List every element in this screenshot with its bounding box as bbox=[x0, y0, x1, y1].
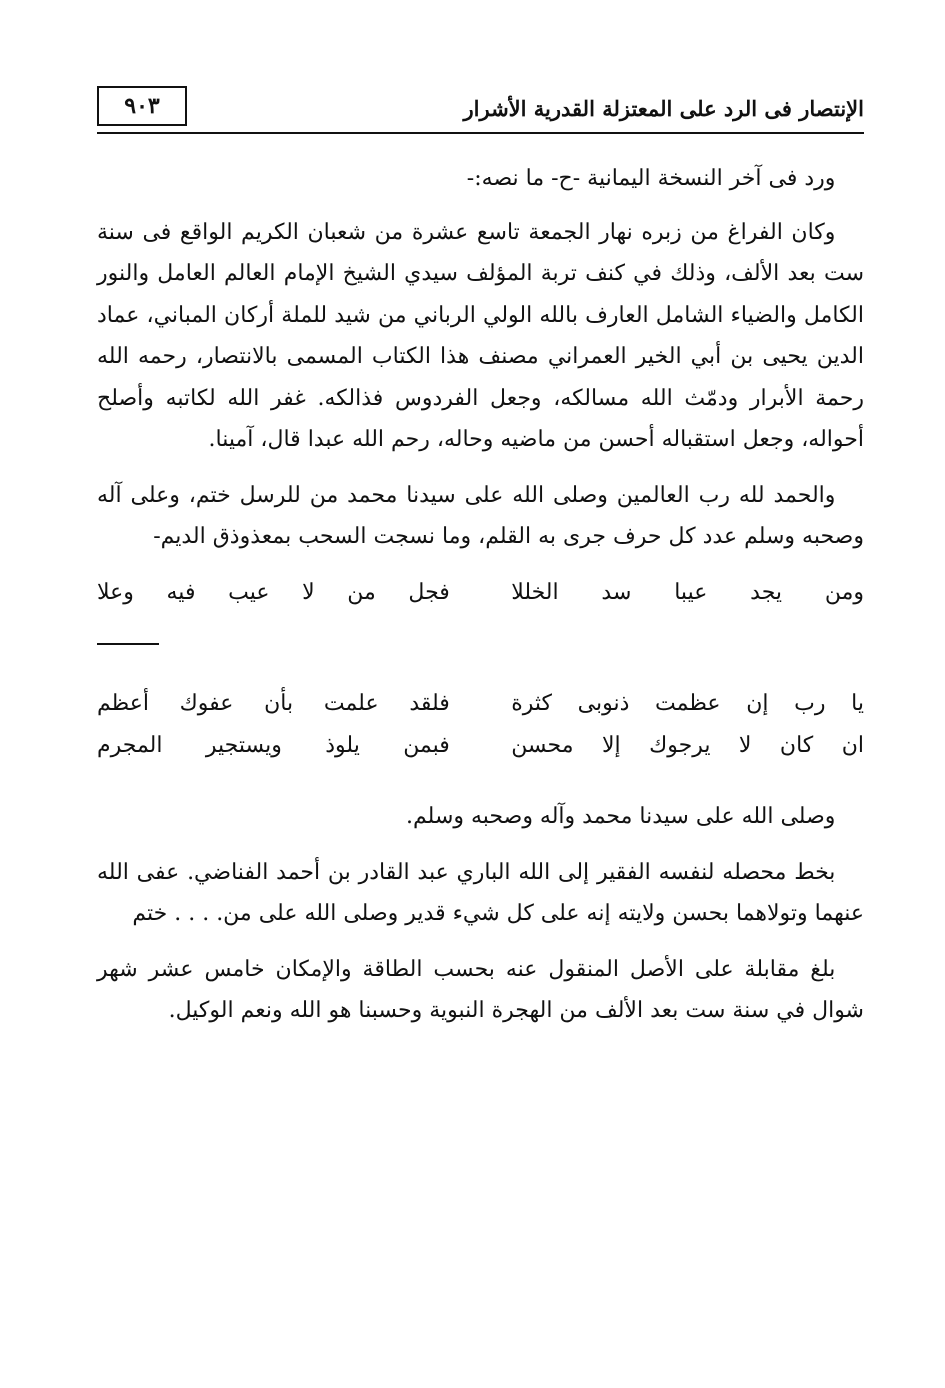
intro-paragraph: ورد فى آخر النسخة اليمانية -ح- ما نصه:- bbox=[466, 166, 836, 191]
collation-paragraph: بلغ مقابلة على الأصل المنقول عنه بحسب الطاقة والإمكان خامس عشر شهر شوال في سنة ست بعد الألف من الهجرة النبوية وحسبنا هو الله ونعم الوكيل. bbox=[97, 956, 864, 1023]
verse-first-hemistich: ومن يجد عيبا سد الخللا bbox=[511, 579, 864, 605]
verse-second-hemistich: فبمن يلوذ ويستجير المجرم bbox=[97, 732, 450, 758]
praise-paragraph: والحمد لله رب العالمين وصلى الله على سيدنا محمد من للرسل ختم، وعلى آله وصحبه وسلم عدد كل حرف جرى به القلم، وما نسجت السحب بمعذوذق الديم- bbox=[97, 482, 864, 549]
document-body bbox=[97, 158, 864, 1046]
colophon-paragraph: وكان الفراغ من زبره نهار الجمعة تاسع عشرة من شعبان الكريم الواقع فى سنة ست بعد الألف، وذلك في كنف تربة المؤلف سيدي الشيخ الإمام العالم العامل والنور الكامل والضياء الشامل العارف بالله الولي الرباني من شيد للملة أركان المباني، عماد الدين يحيى بن أبي الخير العمراني مصنف هذا الكتاب المسمى بالانتصار، رحمه الله رحمة الأبرار ودمّث الله مسالكه، وجعل الفردوس فذالكه. غفر الله لكاتبه وأصلح أحواله، وجعل استقباله أحسن من ماضيه وحاله، رحم الله عبدا قال، آمينا. bbox=[97, 219, 865, 452]
separator-rule bbox=[97, 643, 159, 645]
page-number: ٩٠٣ bbox=[97, 86, 187, 126]
verse-second-hemistich: فلقد علمت بأن عفوك أعظم bbox=[97, 691, 450, 716]
page-header bbox=[97, 86, 864, 130]
verse-line bbox=[97, 572, 864, 614]
verse-line bbox=[97, 725, 864, 767]
verse-second-hemistich: فجل من لا عيب فيه وعلا bbox=[97, 579, 450, 605]
verse-group-2 bbox=[97, 683, 864, 766]
header-rule bbox=[97, 132, 864, 134]
verse-first-hemistich: ان كان لا يرجوك إلا محسن bbox=[511, 732, 864, 758]
scribe-paragraph: بخط محصله لنفسه الفقير إلى الله الباري عبد القادر بن أحمد الفناضي. عفى الله عنهما وتولاهما بحسن ولايته إنه على كل شيء قدير وصلى الله على من. . . . ختم bbox=[97, 859, 864, 926]
verse-line bbox=[97, 683, 864, 725]
verse-group-1 bbox=[97, 572, 864, 614]
blessing-paragraph: وصلى الله على سيدنا محمد وآله وصحبه وسلم. bbox=[406, 804, 836, 829]
running-title: الإنتصار فى الرد على المعتزلة القدرية الأشرار bbox=[463, 96, 864, 121]
verse-first-hemistich: يا رب إن عظمت ذنوبى كثرة bbox=[511, 691, 864, 716]
